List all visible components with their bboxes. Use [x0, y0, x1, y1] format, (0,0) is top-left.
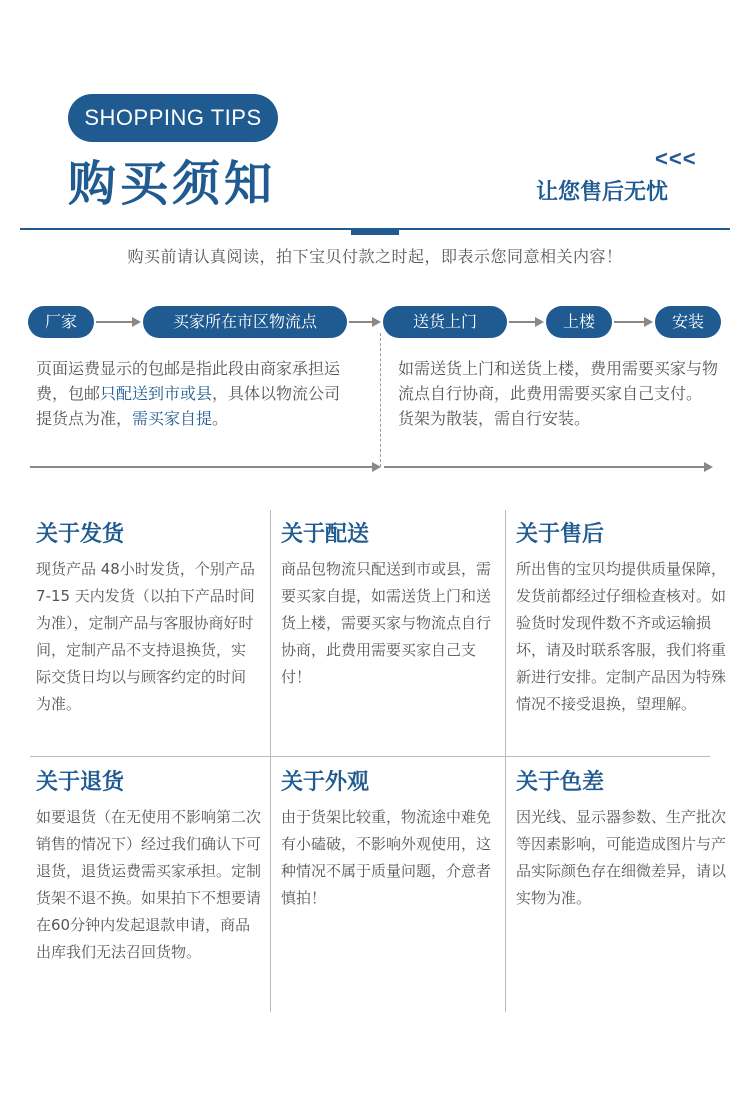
arrow-right-icon — [644, 317, 653, 327]
section-title-shipping: 关于发货 — [36, 522, 125, 547]
flow-arrow-line — [614, 321, 644, 323]
flow-step-door-delivery: 送货上门 — [383, 306, 507, 338]
flow-right-text-line: 货架为散装，需自行安装。 — [398, 409, 591, 428]
flow-right-text — [398, 356, 722, 431]
section-body-after-sales: 所出售的宝贝均提供质量保障，发货前都经过仔细检查核对。如验货时发现件数不齐或运输损坏，请及时联系客服，我们将重新进行安排。定制产品因为特殊情况不接受退换，望理解。 — [516, 560, 727, 713]
section-body-color-difference: 因光线、显示器参数、生产批次等因素影响，可能造成图片与产品实际颜色存在细微差异，请以实物为准。 — [516, 808, 727, 907]
section-body-shipping: 现货产品 48小时发货，个别产品 7-15 天内发货（以拍下产品时间为准），定制产品与客服协商好时间，定制产品不支持退换货，实际交货日均以与顾客约定的时间为准。 — [36, 560, 255, 713]
flow-step-factory: 厂家 — [28, 306, 94, 338]
flow-arrow-line — [509, 321, 535, 323]
highlight-city-delivery: 只配送到市或县 — [100, 384, 213, 403]
flow-left-text-part: ，具体以物流公司提货点为准， — [36, 384, 341, 428]
shopping-tips-badge: SHOPPING TIPS — [68, 94, 278, 142]
flow-arrow-line — [96, 321, 132, 323]
arrow-right-icon — [704, 462, 713, 472]
arrow-right-icon — [132, 317, 141, 327]
chevrons-left-icon: <<< — [655, 146, 697, 171]
page-title: 购买须知 — [68, 156, 277, 212]
highlight-self-pickup: 需买家自提 — [132, 409, 213, 428]
grid-column-divider — [505, 510, 506, 1012]
slogan: 让您售后无忧 — [536, 180, 669, 205]
divider-accent — [351, 229, 399, 235]
section-body-delivery: 商品包物流只配送到市或县，需要买家自提，如需送货上门和送货上楼，需要买家与物流点自行协商，此费用需要买家自己支付！ — [281, 560, 492, 686]
section-title-appearance: 关于外观 — [281, 770, 370, 795]
section-title-color-difference: 关于色差 — [516, 770, 605, 795]
flow-right-text-line: 如需送货上门和送货上楼，费用需要买家与物流点自行协商，此费用需要买家自己支付。 — [398, 359, 719, 403]
flow-dashed-separator — [380, 333, 381, 467]
section-body-appearance: 由于货架比较重，物流途中难免有小磕破，不影响外观使用，这种情况不属于质量问题，介意者慎拍！ — [281, 808, 492, 907]
arrow-right-icon — [372, 462, 381, 472]
section-title-after-sales: 关于售后 — [516, 522, 605, 547]
grid-column-divider — [270, 510, 271, 1012]
arrow-right-icon — [372, 317, 381, 327]
section-title-delivery: 关于配送 — [281, 522, 370, 547]
flow-left-text-part: 页面运费显示的包邮是指此段由商家承担运费，包邮 — [36, 359, 341, 403]
flow-step-logistics-point: 买家所在市区物流点 — [143, 306, 347, 338]
grid-row-divider — [30, 756, 710, 757]
section-body-returns: 如要退货（在无使用不影响第二次销售的情况下）经过我们确认下可退货，退货运费需买家承担。定制货架不退不换。如果拍下不想要请在60分钟内发起退款申请，商品出库我们无法召回货物。 — [36, 808, 262, 961]
flow-step-upstairs: 上楼 — [546, 306, 612, 338]
section-title-returns: 关于退货 — [36, 770, 125, 795]
flow-left-text — [36, 356, 346, 431]
flow-step-install: 安装 — [655, 306, 721, 338]
bottom-arrow-line-right — [384, 466, 704, 468]
flow-arrow-line — [349, 321, 372, 323]
notice-text: 购买前请认真阅读，拍下宝贝付款之时起，即表示您同意相关内容！ — [127, 247, 623, 266]
bottom-arrow-line-left — [30, 466, 372, 468]
flow-left-text-part: 。 — [212, 409, 229, 428]
arrow-right-icon — [535, 317, 544, 327]
